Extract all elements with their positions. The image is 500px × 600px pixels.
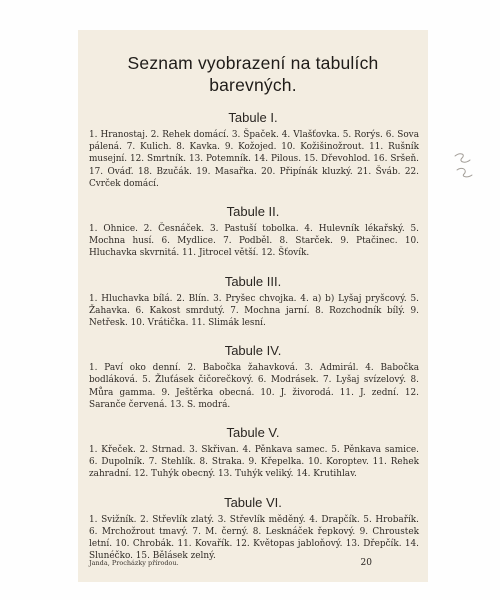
footer-source: Janda, Procházky přírodou. xyxy=(89,559,179,567)
plate-title-2: Tabule II. xyxy=(226,204,280,220)
book-page xyxy=(78,30,428,582)
page-heading xyxy=(78,52,428,96)
plate-entries-3: 1. Hluchavka bílá. 2. Blín. 3. Pryšec chvojka. 4. a) b) Lyšaj pryšcový. 5. Žahavka. 6. Kakost smrdutý. 7. Mochna jarní. 8. Rozchodník bílý. 9. Netřesk. 10. Vrátička. 11. Slimák lesní. xyxy=(89,293,419,329)
plate-title-6: Tabule VI. xyxy=(224,494,282,510)
plate-title-1: Tabule I. xyxy=(228,110,278,125)
plate-entries-6: 1. Svižník. 2. Střevlík zlatý. 3. Střevlík měděný. 4. Drapčík. 5. Hrobařík. 6. Mrchožrout tmavý. 7. M. černý. 8. Lesknáček řepkový. 9. Chroustek letní. 10. Chrobák. 11. Kovařík. 12. Květopas jabloňový. 13. Dřepčík. 14. Slunéčko. 15. Bělásek zelný. xyxy=(89,514,419,562)
plate-entries-2: 1. Ohnice. 2. Česnáček. 3. Pastuší tobolka. 4. Hulevník lékařský. 5. Mochna husí. 6. Mydlice. 7. Podběl. 8. Starček. 9. Ptačinec. 10. Hluchavka skvrnitá. 11. Jitrocel větší. 12. Šťovík. xyxy=(89,224,419,259)
plate-title-4: Tabule IV. xyxy=(224,343,282,359)
page-number: 20 xyxy=(360,558,372,568)
heading-line-1: Seznam vyobrazení na tabulích xyxy=(127,53,379,73)
heading-line-2: barevných. xyxy=(209,75,297,95)
plate-title-5: Tabule V. xyxy=(226,425,280,441)
plate-entries-1: 1. Hranostaj. 2. Rehek domácí. 3. Špaček. 4. Vlašťovka. 5. Rorýs. 6. Sova pálená. 7. Kulich. 8. Kavka. 9. Kožojed. 10. Kožišinožrout. 11. Rušník musejní. 12. Smrtník. 13. Potemník. 14. Pilous. 15. Dřevohlod. 16. Sršeň. 17. Ováď. 18. Bzučák. 19. Masařka. 20. Připínák kluzký. 21. Šváb. 22. Cvrček domácí. xyxy=(89,130,419,189)
plate-title-3: Tabule III. xyxy=(224,273,282,289)
handwritten-margin-note xyxy=(452,148,476,190)
plate-entries-4: 1. Paví oko denní. 2. Babočka žahavková. 3. Admirál. 4. Babočka bodláková. 5. Žluťásek čičorečkový. 6. Modrásek. 7. Lyšaj svízelový. 8. Můra gamma. 9. Ještěrka obecná. 10. J. živorodá. 11. J. zední. 12. Saranče červená. 13. S. modrá. xyxy=(89,363,419,410)
plate-entries-5: 1. Křeček. 2. Strnad. 3. Skřivan. 4. Pěnkava samec. 5. Pěnkava samice. 6. Dupolník. 7. Stehlík. 8. Straka. 9. Křepelka. 10. Koroptev. 11. Rehek zahradní. 12. Tuhýk obecný. 13. Tuhýk veliký. 14. Krutihlav. xyxy=(89,445,419,480)
page-footer xyxy=(89,558,416,568)
